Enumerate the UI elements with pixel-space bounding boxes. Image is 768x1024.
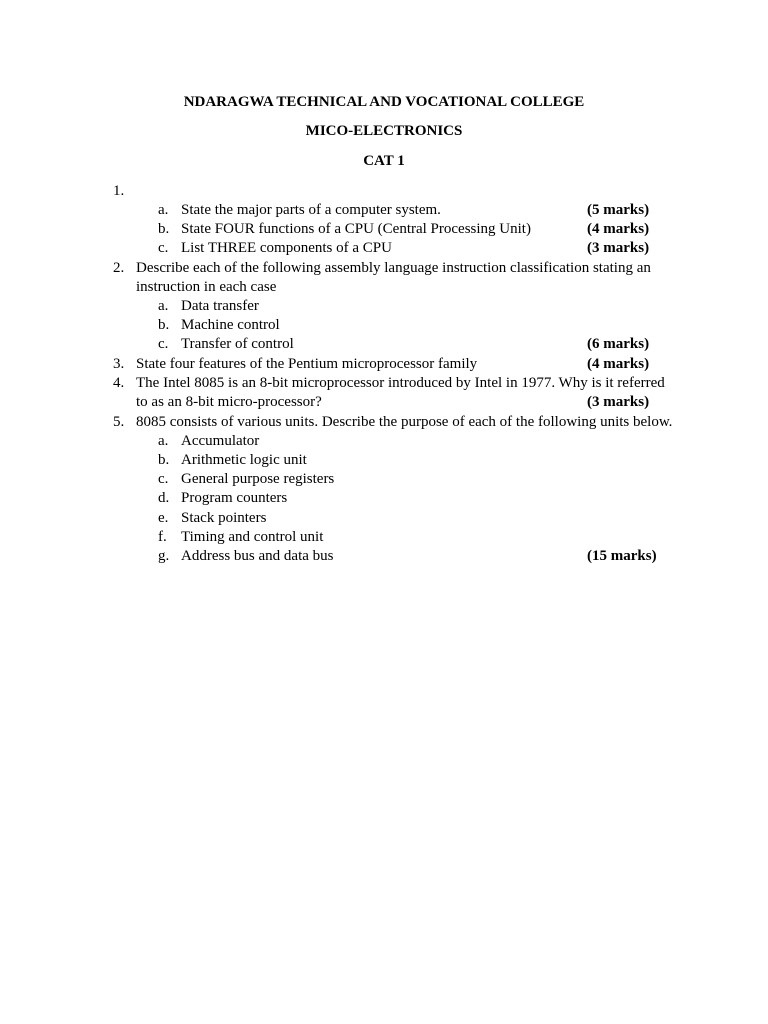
question-5f-text: Timing and control unit — [181, 529, 324, 545]
question-5-number: 5. — [113, 414, 125, 430]
exam-title: CAT 1 — [363, 153, 405, 169]
question-4-text-line2: to as an 8-bit micro-processor? — [136, 394, 322, 410]
question-3-marks: (4 marks) — [587, 356, 650, 372]
question-1-number: 1. — [113, 183, 125, 199]
question-2a-letter: a. — [158, 298, 169, 314]
question-5c-letter: c. — [158, 471, 169, 487]
question-1b-text: State FOUR functions of a CPU (Central Processing Unit) — [181, 221, 531, 237]
question-5f-letter: f. — [158, 529, 167, 545]
question-2-number: 2. — [113, 260, 125, 276]
question-5a-letter: a. — [158, 433, 169, 449]
question-5b-letter: b. — [158, 452, 170, 468]
question-5d-letter: d. — [158, 490, 170, 506]
question-1a-letter: a. — [158, 202, 169, 218]
question-5e-letter: e. — [158, 510, 169, 526]
question-4-number: 4. — [113, 375, 125, 391]
question-5g-letter: g. — [158, 548, 170, 564]
question-2-text-line2: instruction in each case — [136, 279, 277, 295]
question-4-text-line1: The Intel 8085 is an 8-bit microprocessor introduced by Intel in 1977. Why is it referred — [136, 375, 665, 391]
question-4-marks: (3 marks) — [587, 394, 650, 410]
question-1a-marks: (5 marks) — [587, 202, 650, 218]
question-1b-letter: b. — [158, 221, 170, 237]
question-5-text: 8085 consists of various units. Describe the purpose of each of the following units below. — [136, 414, 673, 430]
question-2c-text: Transfer of control — [181, 336, 294, 352]
question-5e-text: Stack pointers — [181, 510, 267, 526]
question-5a-text: Accumulator — [181, 433, 260, 449]
question-1b-marks: (4 marks) — [587, 221, 650, 237]
question-2-text-line1: Describe each of the following assembly language instruction classification stating an — [136, 260, 651, 276]
question-2c-letter: c. — [158, 336, 169, 352]
course-title: MICO-ELECTRONICS — [305, 123, 463, 139]
question-5b-text: Arithmetic logic unit — [181, 452, 307, 468]
question-1c-text: List THREE components of a CPU — [181, 240, 392, 256]
college-name: NDARAGWA TECHNICAL AND VOCATIONAL COLLEGE — [183, 94, 585, 110]
question-5d-text: Program counters — [181, 490, 288, 506]
question-2a-text: Data transfer — [181, 298, 259, 314]
question-5c-text: General purpose registers — [181, 471, 335, 487]
question-5g-text: Address bus and data bus — [181, 548, 334, 564]
question-3-text: State four features of the Pentium microprocessor family — [136, 356, 478, 372]
question-1a-text: State the major parts of a computer system. — [181, 202, 441, 218]
question-1c-marks: (3 marks) — [587, 240, 650, 256]
question-2b-letter: b. — [158, 317, 170, 333]
question-5g-marks: (15 marks) — [587, 548, 657, 564]
question-2b-text: Machine control — [181, 317, 280, 333]
question-1c-letter: c. — [158, 240, 169, 256]
question-3-number: 3. — [113, 356, 125, 372]
question-2c-marks: (6 marks) — [587, 336, 650, 352]
